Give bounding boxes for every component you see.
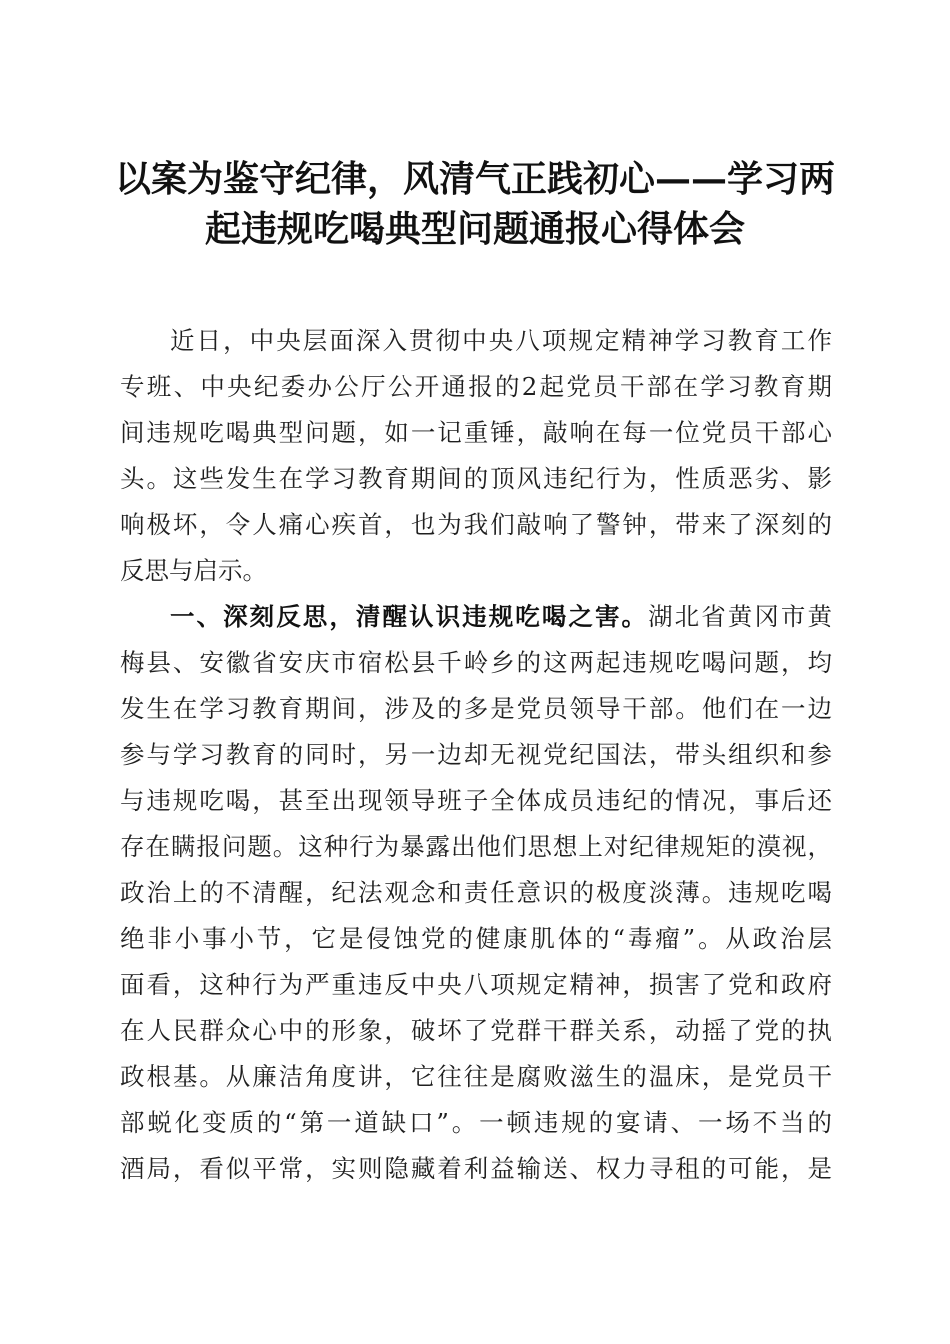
paragraph-line: 近日，中央层面深入贯彻中央八项规定精神学习教育工作 bbox=[170, 326, 832, 355]
paragraph-line: 梅县、安徽省安庆市宿松县千岭乡的这两起违规吃喝问题，均 bbox=[120, 648, 832, 677]
paragraph-text: 湖北省黄冈市黄 bbox=[648, 602, 832, 631]
paragraph-line: 头。这些发生在学习教育期间的顶风违纪行为，性质恶劣、影 bbox=[120, 464, 832, 493]
paragraph-line: 参与学习教育的同时，另一边却无视党纪国法，带头组织和参 bbox=[120, 740, 832, 769]
paragraph-line: 发生在学习教育期间，涉及的多是党员领导干部。他们在一边 bbox=[120, 694, 832, 723]
section-heading: 一、深刻反思，清醒认识违规吃喝之害。 bbox=[170, 602, 649, 631]
document-title bbox=[100, 154, 850, 254]
paragraph-line: 与违规吃喝，甚至出现领导班子全体成员违纪的情况，事后还 bbox=[120, 786, 832, 815]
paragraph-line: 响极坏，令人痛心疾首，也为我们敲响了警钟，带来了深刻的 bbox=[120, 510, 832, 539]
paragraph-line: 专班、中央纪委办公厅公开通报的2起党员干部在学习教育期 bbox=[120, 372, 832, 401]
section-heading-line bbox=[120, 594, 832, 640]
paragraph-line: 在人民群众心中的形象，破坏了党群干群关系，动摇了党的执 bbox=[120, 1016, 832, 1045]
paragraph-line: 政根基。从廉洁角度讲，它往往是腐败滋生的温床，是党员干 bbox=[120, 1062, 832, 1091]
paragraph-line: 面看，这种行为严重违反中央八项规定精神，损害了党和政府 bbox=[120, 970, 832, 999]
paragraph-line: 间违规吃喝典型问题，如一记重锤，敲响在每一位党员干部心 bbox=[120, 418, 832, 447]
paragraph-line: 政治上的不清醒，纪法观念和责任意识的极度淡薄。违规吃喝 bbox=[120, 878, 832, 907]
paragraph-line: 酒局，看似平常，实则隐藏着利益输送、权力寻租的可能，是 bbox=[120, 1154, 832, 1183]
title-line: 起违规吃喝典型问题通报心得体会 bbox=[204, 208, 745, 250]
title-line: 以案为鉴守纪律，风清气正践初心——学习两 bbox=[114, 158, 835, 200]
paragraph-line: 绝非小事小节，它是侵蚀党的健康肌体的“毒瘤”。从政治层 bbox=[120, 924, 832, 953]
document-body bbox=[120, 318, 832, 1192]
paragraph-line: 部蜕化变质的“第一道缺口”。一顿违规的宴请、一场不当的 bbox=[120, 1108, 832, 1137]
paragraph-line: 反思与启示。 bbox=[120, 556, 267, 585]
paragraph-line: 存在瞒报问题。这种行为暴露出他们思想上对纪律规矩的漠视， bbox=[120, 832, 832, 861]
